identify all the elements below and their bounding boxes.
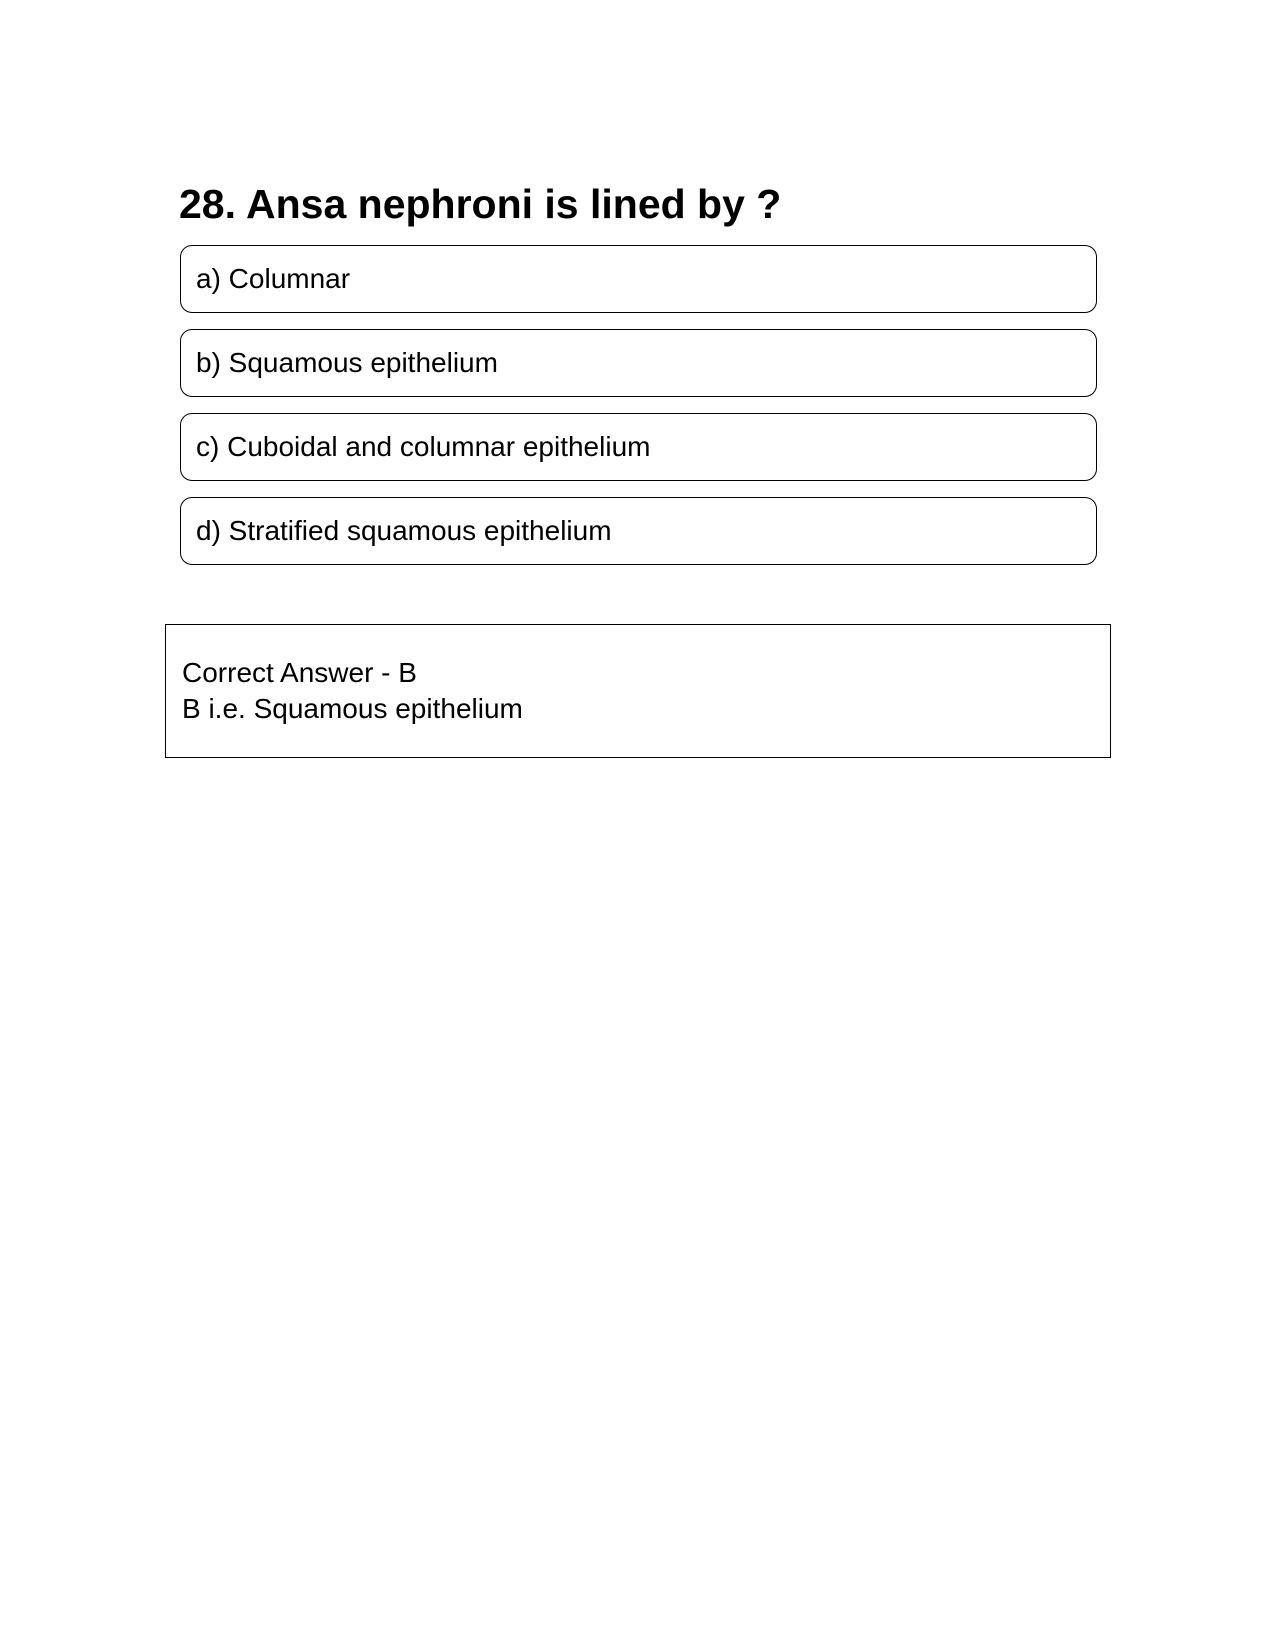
question-text: Ansa nephroni is lined by ? bbox=[246, 181, 782, 227]
option-label: a) Columnar bbox=[196, 263, 351, 294]
option-c[interactable] bbox=[180, 413, 1097, 481]
option-label: b) Squamous epithelium bbox=[196, 347, 498, 378]
option-label: c) Cuboidal and columnar epithelium bbox=[196, 431, 651, 462]
options-list bbox=[180, 245, 1097, 581]
question-number: 28. bbox=[179, 181, 236, 227]
correct-answer-line: Correct Answer - B bbox=[182, 657, 417, 688]
question-title bbox=[179, 178, 781, 230]
option-a[interactable] bbox=[180, 245, 1097, 313]
option-label: d) Stratified squamous epithelium bbox=[196, 515, 612, 546]
answer-box bbox=[165, 624, 1111, 758]
answer-explanation: B i.e. Squamous epithelium bbox=[182, 693, 523, 724]
option-b[interactable] bbox=[180, 329, 1097, 397]
option-d[interactable] bbox=[180, 497, 1097, 565]
